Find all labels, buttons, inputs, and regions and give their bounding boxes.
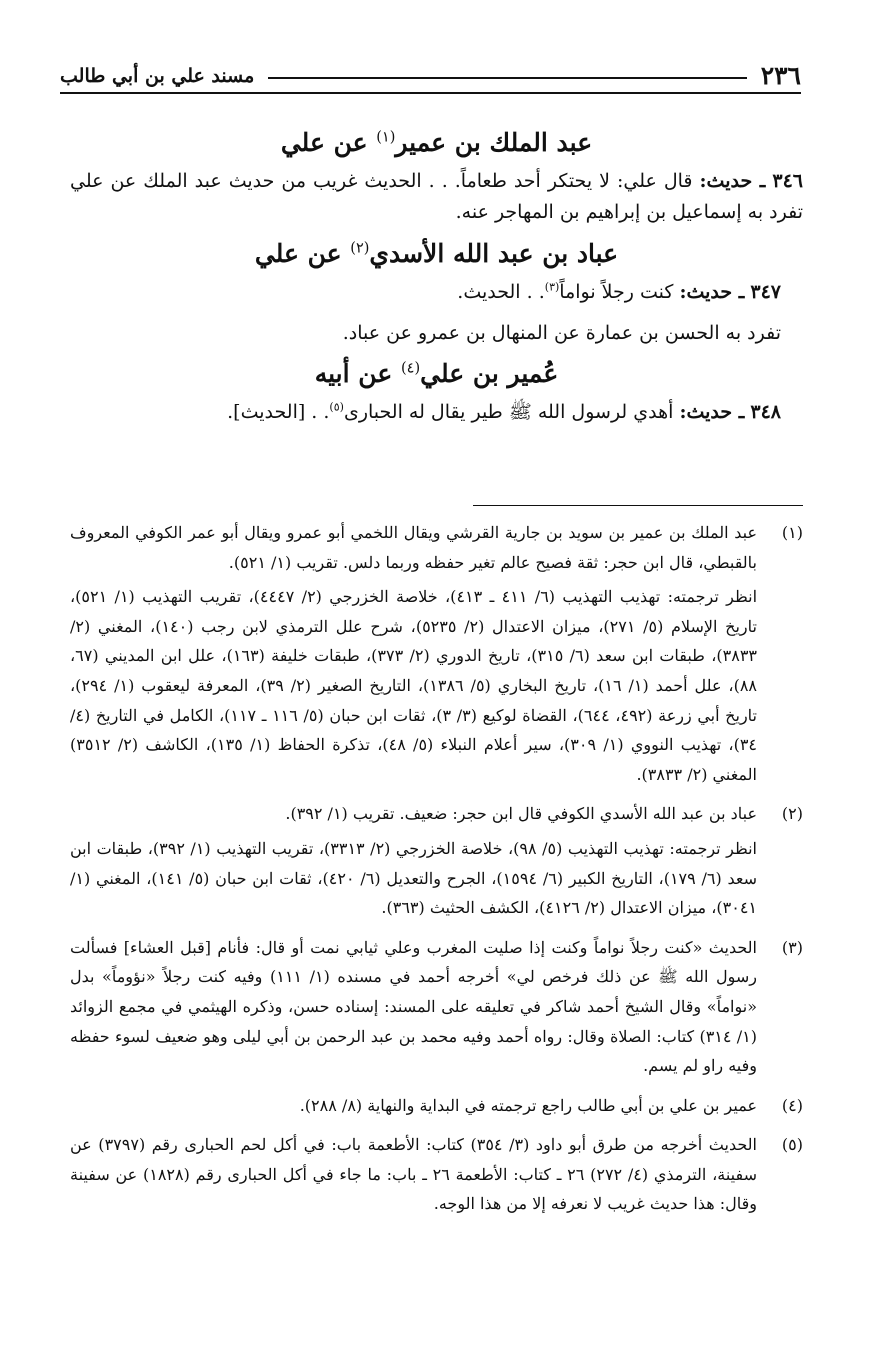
hadith-text: كنت رجلاً نواماً [559,280,674,303]
footnote-marker: (٥) [781,1135,803,1155]
hadith-entry: ٣٤٧ ـ حديث: كنت رجلاً نواماً$^{(٣)}$. . الحديث. [457,280,781,303]
section-heading: عباد بن عبد الله الأسدي$^{(٢)}$ عن علي [254,239,619,269]
footnote-ref: (٤) [400,360,421,377]
footnotes [70,518,803,1229]
section-heading: عُمير بن علي$^{(٤)}$ عن أبيه [314,359,559,389]
footnote-body [70,1091,757,1126]
hadith-entry: ٣٤٨ ـ حديث: أهدي لرسول الله ﷺ طير يقال له الحبارى$^{(٥)}$. . [الحديث]. [227,400,781,423]
footnote-separator [473,505,803,506]
footnote [70,518,803,794]
footnote-body [70,518,757,794]
footnote-body [70,799,757,927]
footnote-marker: (١) [781,523,803,542]
hadith-number: ٣٤٦ [772,169,803,192]
footnote-marker: (٢) [781,804,803,824]
hadith-number: ٣٤٧ [750,280,781,303]
footnote-ref: (٥) [329,400,344,414]
section-heading: عبد الملك بن عمير$^{(١)}$ عن علي [280,128,593,157]
footnote-body [70,1130,757,1224]
running-title: مسند علي بن أبي طالب [60,65,255,87]
footnote-marker: (٣) [781,937,803,957]
hadith-number: ٣٤٨ [750,400,781,423]
hadith-text: قال علي: لا يحتكر أحد طعاماً. . . الحديث غريب من حديث عبد الملك عن علي تفرد به إسماعيل بن إبراهيم بن المهاجر عنه. [70,169,803,224]
page-number: ٢٣٦ [760,61,801,90]
main-text [70,118,803,428]
footnote-marker: (٤) [781,1095,803,1115]
footnote [70,1091,803,1126]
footnote-ref: (٣) [544,280,560,294]
footnote [70,799,803,927]
footnote [70,933,803,1086]
header-rule [268,77,746,79]
hadith-text: أهدي لرسول الله ﷺ طير يقال له الحبارى [343,400,674,423]
footnote-paragraph: انظر ترجمته: تهذيب التهذيب (٦/ ٤١١ ـ ٤١٣)، خلاصة الخزرجي (٢/ ٤٤٤٧)، تقريب التهذيب (١/ ٥٢١)، تاريخ الإسلام (٥/ ٢٧١)، ميزان الاعتدال (٢/ ٥٢٣٥)، شرح علل الترمذي لابن رجب (١٤٠)، المغني (٢/ ٣٨٣٣)، طبقات ابن سعد (٦/ ٣١٥)، تاريخ الدوري (٢/ ٣٧٣)، طبقات خليفة (١٦٣)، علل ابن المديني (٦٧، ٨٨)، علل أحمد (١/ ١٦)، تاريخ البخاري (٥/ ١٣٨٦)، التاريخ الصغير (٢/ ٣٩)، المعرفة ليعقوب (١/ ٢٩٤)، تاريخ أبي زرعة (٤٩٢، ٦٤٤)، القضاة لوكيع (٣/ ٣)، ثقات ابن حبان (٥/ ١١٦ ـ ١١٧)، الكامل في التاريخ (٤/ ٣٤)، تهذيب النووي (١/ ٣٠٩)، سير أعلام النبلاء (٥/ ٤٨)، تذكرة الحفاظ (١/ ١٣٥)، الكاشف (٢/ ٣٥١٢) المغني (٢/ ٣٨٣٣). [70,587,758,784]
footnote-paragraph: انظر ترجمته: تهذيب التهذيب (٥/ ٩٨)، خلاصة الخزرجي (٢/ ٣٣١٣)، تقريب التهذيب (١/ ٣٩٢)، طبقات ابن سعد (٦/ ١٧٩)، التاريخ الكبير (٦/ ١٥٩٤)، الجرح والتعديل (٦/ ٤٢٠)، ثقات ابن حبان (٥/ ١٤١)، المغني (١/ ٣٠٤١)، ميزان الاعتدال (٢/ ٤١٢٦)، الكشف الحثيث (٣٦٣). [70,838,758,918]
hadith-keyword: ـ حديث: [699,169,766,192]
footnote [70,1130,803,1224]
footnote-paragraph: الحديث أخرجه من طرق أبو داود (٣/ ٣٥٤) كتاب: الأطعمة باب: في أكل لحم الحبارى رقم (٣٧٩٧) عن سفينة، الترمذي (٤/ ٢٧٢) ٢٦ ـ كتاب: الأطعمة ٢٦ ـ باب: ما جاء في أكل الحبارى رقم (١٨٢٨) عن سفينة وقال: هذا حديث غريب لا نعرفه إلا من هذا الوجه. [70,1135,758,1214]
page-header [60,48,801,94]
footnote-ref: (١) [376,129,396,146]
hadith-entry [70,166,803,230]
hadith-remark: تفرد به الحسن بن عمارة عن المنهال بن عمرو عن عباد. [342,321,781,344]
hadith-keyword: ـ حديث: [679,400,745,423]
footnote-ref: (٢) [350,240,370,257]
footnote-paragraph: الحديث «كنت رجلاً نواماً وكنت إذا صليت المغرب وعلي ثيابي نمت أو قال: فأنام [قبل العشاء] فسألت رسول الله ﷺ عن ذلك فرخص لي» أخرجه أحمد في مسنده (١/ ١١١) وفيه كنت رجلاً «نؤوماً» بدل «نواماً» وقال الشيخ أحمد شاكر في تعليقه على المسند: إسناده حسن، وذكره الهيثمي في مجمع الزوائد (١/ ٣١٤) كتاب: الصلاة وقال: رواه أحمد وفيه محمد بن عبد الرحمن بن أبي ليلى وهو ضعيف لسوء حفظه وفيه راو لم يسم. [70,937,758,1076]
footnote-paragraph: عباد بن عبد الله الأسدي الكوفي قال ابن حجر: ضعيف. تقريب (١/ ٣٩٢). [285,804,757,824]
footnote-paragraph: عمير بن علي بن أبي طالب راجع ترجمته في البداية والنهاية (٨/ ٢٨٨). [299,1095,757,1115]
footnote-paragraph: عبد الملك بن عمير بن سويد بن جارية القرشي ويقال اللخمي أبو عمرو ويقال أبو عمر الكوفي المعروف بالقبطي، قال ابن حجر: ثقة فصيح عالم تغير حفظه وربما دلس. تقريب (١/ ٥٢١). [70,523,758,572]
footnote-body [70,933,757,1086]
hadith-keyword: ـ حديث: [679,280,745,303]
